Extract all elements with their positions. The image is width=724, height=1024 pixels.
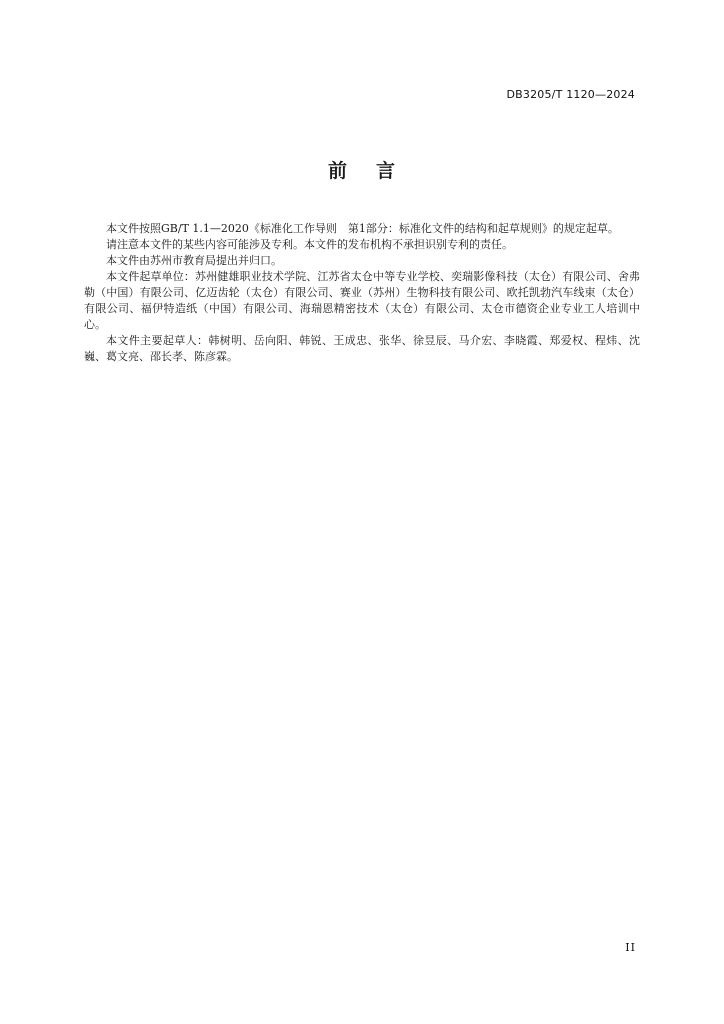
- page-title: [0, 156, 724, 183]
- paragraph-proposer: 本文件由苏州市教育局提出并归口。: [106, 254, 282, 267]
- document-code: DB3205/T 1120—2024: [506, 88, 635, 101]
- paragraph-drafting-units: 本文件起草单位：苏州健雄职业技术学院、江苏省太仓中等专业学校、奕瑞影像科技（太仓）有限公司、舍弗勒（中国）有限公司、亿迈齿轮（太仓）有限公司、赛业（苏州）生物科技有限公司、欧托凯勃汽车线束（太仓）有限公司、福伊特造纸（中国）有限公司、海瑞恩精密技术（太仓）有限公司、太仓市德资企业专业工人培训中心。: [84, 270, 640, 331]
- foreword-body: [84, 221, 640, 365]
- page-number: II: [625, 941, 636, 954]
- title-char-2: 言: [376, 160, 397, 182]
- title-char-1: 前: [327, 160, 348, 182]
- paragraph-main-drafters: 本文件主要起草人：韩树明、岳向阳、韩锐、王成忠、张华、徐昱辰、马介宏、李晓霞、郑爱权、程炜、沈巍、葛文亮、邵长孝、陈彦霖。: [84, 334, 640, 363]
- paragraph-standard-basis: 本文件按照GB/T 1.1—2020《标准化工作导则 第1部分：标准化文件的结构和起草规则》的规定起草。: [106, 222, 619, 235]
- paragraph-patent-notice: 请注意本文件的某些内容可能涉及专利。本文件的发布机构不承担识别专利的责任。: [106, 238, 513, 251]
